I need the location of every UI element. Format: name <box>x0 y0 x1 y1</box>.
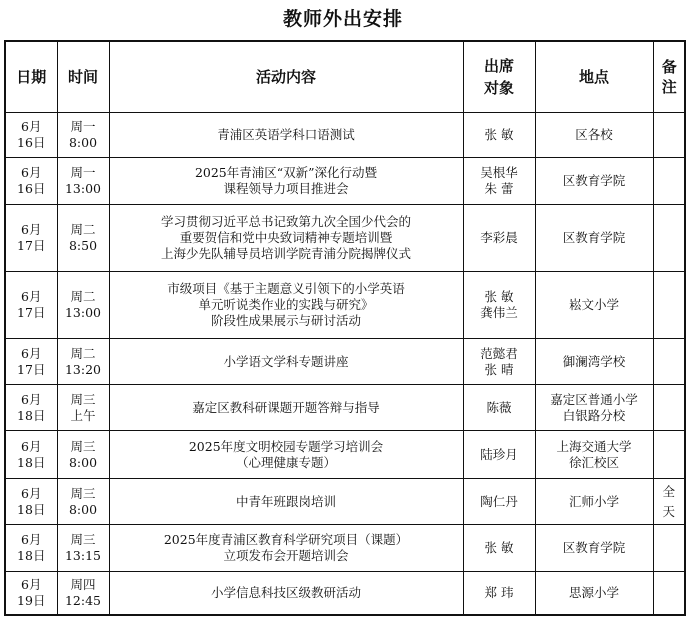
date-cell-line: 6月 <box>21 532 42 547</box>
time-cell <box>57 272 109 339</box>
content-cell-line: 嘉定区教科研课题开题答辩与指导 <box>192 399 380 415</box>
table-row <box>5 339 685 385</box>
content-cell-line: 2025年青浦区“双新”深化行动暨 <box>194 165 378 180</box>
content-cell-line: 小学语文学科专题讲座 <box>223 353 349 369</box>
location-cell <box>535 205 653 272</box>
header-date: 日期 <box>5 41 57 113</box>
date-cell <box>5 385 57 431</box>
date-cell <box>5 431 57 479</box>
content-cell-line: 阶段性成果展示与研讨活动 <box>210 313 361 328</box>
remark-cell-line: 全天 <box>662 483 675 519</box>
table-row <box>5 525 685 572</box>
attendees-cell <box>463 113 535 158</box>
time-cell <box>57 113 109 158</box>
content-cell <box>109 339 463 385</box>
date-cell-line: 6月 <box>21 485 42 501</box>
date-cell <box>5 158 57 205</box>
location-cell <box>535 431 653 479</box>
time-cell-line: 13:00 <box>64 305 102 320</box>
location-cell <box>535 113 653 158</box>
header-remark-text: 备注 <box>661 57 677 96</box>
date-cell-line: 16日 <box>17 135 46 150</box>
schedule-table <box>4 40 686 616</box>
attendees-cell-line: 朱 蕾 <box>484 181 514 196</box>
remark-cell <box>653 385 685 431</box>
content-cell <box>109 113 463 158</box>
remark-cell <box>653 572 685 615</box>
date-cell <box>5 272 57 339</box>
attendees-cell <box>463 205 535 272</box>
page-title: 教师外出安排 <box>282 8 403 30</box>
attendees-cell-line: 陆珍月 <box>480 446 518 462</box>
date-cell-line: 6月 <box>21 165 42 180</box>
remark-cell <box>653 339 685 385</box>
content-cell <box>109 158 463 205</box>
content-cell-line: 2025年度青浦区教育科学研究项目（课题） <box>163 532 409 547</box>
attendees-cell-line: 李彩晨 <box>480 230 518 245</box>
location-cell-line: 思源小学 <box>568 584 619 600</box>
attendees-cell-line: 张 晴 <box>484 361 514 377</box>
attendees-cell <box>463 431 535 479</box>
content-cell-line: 学习贯彻习近平总书记致第九次全国少代会的 <box>160 214 411 229</box>
attendees-cell <box>463 572 535 615</box>
content-cell <box>109 525 463 572</box>
location-cell-line: 徐汇校区 <box>568 454 619 470</box>
date-cell <box>5 525 57 572</box>
attendees-cell-line: 陈薇 <box>486 399 512 415</box>
content-cell <box>109 385 463 431</box>
header-attendees-line: 出席 <box>483 57 514 75</box>
date-cell <box>5 572 57 615</box>
time-cell-line: 8:00 <box>68 501 98 517</box>
time-cell-line: 8:50 <box>68 238 98 253</box>
time-cell-line: 13:15 <box>64 548 102 563</box>
attendees-cell <box>463 525 535 572</box>
date-cell-line: 18日 <box>17 454 46 470</box>
attendees-cell <box>463 158 535 205</box>
location-cell <box>535 572 653 615</box>
remark-cell <box>653 205 685 272</box>
location-cell <box>535 385 653 431</box>
location-cell-line: 上海交通大学 <box>556 438 632 454</box>
header-row <box>5 41 685 113</box>
attendees-cell <box>463 479 535 525</box>
header-attendees-line: 对象 <box>483 79 514 97</box>
table-row <box>5 272 685 339</box>
location-cell-line: 白银路分校 <box>562 407 626 423</box>
time-cell-line: 周一 <box>70 119 96 134</box>
time-cell-line: 12:45 <box>64 592 102 608</box>
remark-cell <box>653 113 685 158</box>
header-location: 地点 <box>535 41 653 113</box>
content-cell-line: 青浦区英语学科口语测试 <box>217 127 355 142</box>
attendees-cell-line: 郑 玮 <box>484 584 514 600</box>
remark-cell <box>653 479 685 525</box>
location-cell-line: 崧文小学 <box>568 297 619 312</box>
time-cell <box>57 158 109 205</box>
date-cell <box>5 479 57 525</box>
remark-cell <box>653 431 685 479</box>
content-cell-line: 课程领导力项目推进会 <box>223 181 349 196</box>
content-cell-line: 中青年班跟岗培训 <box>235 493 336 509</box>
header-attendees <box>463 41 535 113</box>
table-row <box>5 479 685 525</box>
attendees-cell <box>463 339 535 385</box>
time-cell <box>57 431 109 479</box>
location-cell-line: 汇师小学 <box>568 493 619 509</box>
location-cell <box>535 339 653 385</box>
location-cell <box>535 158 653 205</box>
table-row <box>5 205 685 272</box>
time-cell-line: 周三 <box>70 438 96 454</box>
header-content: 活动内容 <box>109 41 463 113</box>
time-cell <box>57 525 109 572</box>
time-cell <box>57 479 109 525</box>
content-cell <box>109 272 463 339</box>
content-cell-line: 小学信息科技区级教研活动 <box>210 584 361 600</box>
time-cell-line: 周二 <box>70 289 96 304</box>
attendees-cell-line: 张 敏 <box>484 540 514 555</box>
header-remark <box>653 41 685 113</box>
location-cell <box>535 525 653 572</box>
attendees-cell-line: 张 敏 <box>484 127 514 142</box>
time-cell-line: 13:20 <box>64 361 102 377</box>
date-cell-line: 6月 <box>21 438 42 454</box>
date-cell-line: 6月 <box>21 345 42 361</box>
table-row <box>5 158 685 205</box>
content-cell <box>109 572 463 615</box>
time-cell <box>57 339 109 385</box>
remark-cell <box>653 272 685 339</box>
time-cell-line: 周一 <box>70 165 96 180</box>
time-cell <box>57 205 109 272</box>
location-cell <box>535 479 653 525</box>
time-cell-line: 周四 <box>70 576 96 592</box>
date-cell-line: 18日 <box>17 407 46 423</box>
time-cell-line: 周三 <box>70 485 96 501</box>
date-cell-line: 16日 <box>17 181 46 196</box>
date-cell <box>5 339 57 385</box>
table-row <box>5 113 685 158</box>
table-row <box>5 385 685 431</box>
time-cell <box>57 572 109 615</box>
content-cell-line: 立项发布会开题培训会 <box>223 548 349 563</box>
location-cell-line: 区各校 <box>575 127 613 142</box>
date-cell-line: 6月 <box>21 289 42 304</box>
time-cell-line: 上午 <box>70 407 96 423</box>
date-cell-line: 18日 <box>17 501 46 517</box>
remark-cell <box>653 158 685 205</box>
time-cell-line: 13:00 <box>64 181 102 196</box>
date-cell-line: 19日 <box>17 592 46 608</box>
content-cell-line: （心理健康专题） <box>235 454 336 470</box>
date-cell-line: 6月 <box>21 119 42 134</box>
date-cell <box>5 205 57 272</box>
date-cell-line: 17日 <box>17 238 46 253</box>
attendees-cell-line: 陶仁丹 <box>480 493 518 509</box>
content-cell-line: 上海少先队辅导员培训学院青浦分院揭牌仪式 <box>160 246 411 261</box>
attendees-cell-line: 吴根华 <box>480 165 518 180</box>
location-cell <box>535 272 653 339</box>
content-cell-line: 重要贺信和党中央致词精神专题培训暨 <box>179 230 393 245</box>
date-cell-line: 6月 <box>21 222 42 237</box>
content-cell <box>109 479 463 525</box>
attendees-cell-line: 范懿君 <box>480 345 518 361</box>
time-cell <box>57 385 109 431</box>
time-cell-line: 周二 <box>70 345 96 361</box>
table-row <box>5 572 685 615</box>
date-cell-line: 6月 <box>21 391 42 407</box>
date-cell-line: 6月 <box>21 576 42 592</box>
time-cell-line: 周三 <box>70 391 96 407</box>
time-cell-line: 周二 <box>70 222 96 237</box>
content-cell-line: 市级项目《基于主题意义引领下的小学英语 <box>167 281 405 296</box>
location-cell-line: 御澜湾学校 <box>562 353 626 369</box>
date-cell-line: 18日 <box>17 548 46 563</box>
location-cell-line: 区教育学院 <box>562 173 626 188</box>
header-time: 时间 <box>57 41 109 113</box>
attendees-cell-line: 龚伟兰 <box>480 305 518 320</box>
attendees-cell <box>463 385 535 431</box>
date-cell-line: 17日 <box>17 361 46 377</box>
time-cell-line: 8:00 <box>68 135 98 150</box>
time-cell-line: 8:00 <box>68 454 98 470</box>
content-cell-line: 单元听说类作业的实践与研究》 <box>198 297 374 312</box>
table-row <box>5 431 685 479</box>
location-cell-line: 区教育学院 <box>562 540 626 555</box>
content-cell <box>109 431 463 479</box>
location-cell-line: 嘉定区普通小学 <box>550 391 638 407</box>
time-cell-line: 周三 <box>70 532 96 547</box>
date-cell <box>5 113 57 158</box>
attendees-cell <box>463 272 535 339</box>
content-cell-line: 2025年度文明校园专题学习培训会 <box>188 438 384 454</box>
remark-cell <box>653 525 685 572</box>
location-cell-line: 区教育学院 <box>562 230 626 245</box>
attendees-cell-line: 张 敏 <box>484 289 514 304</box>
date-cell-line: 17日 <box>17 305 46 320</box>
content-cell <box>109 205 463 272</box>
